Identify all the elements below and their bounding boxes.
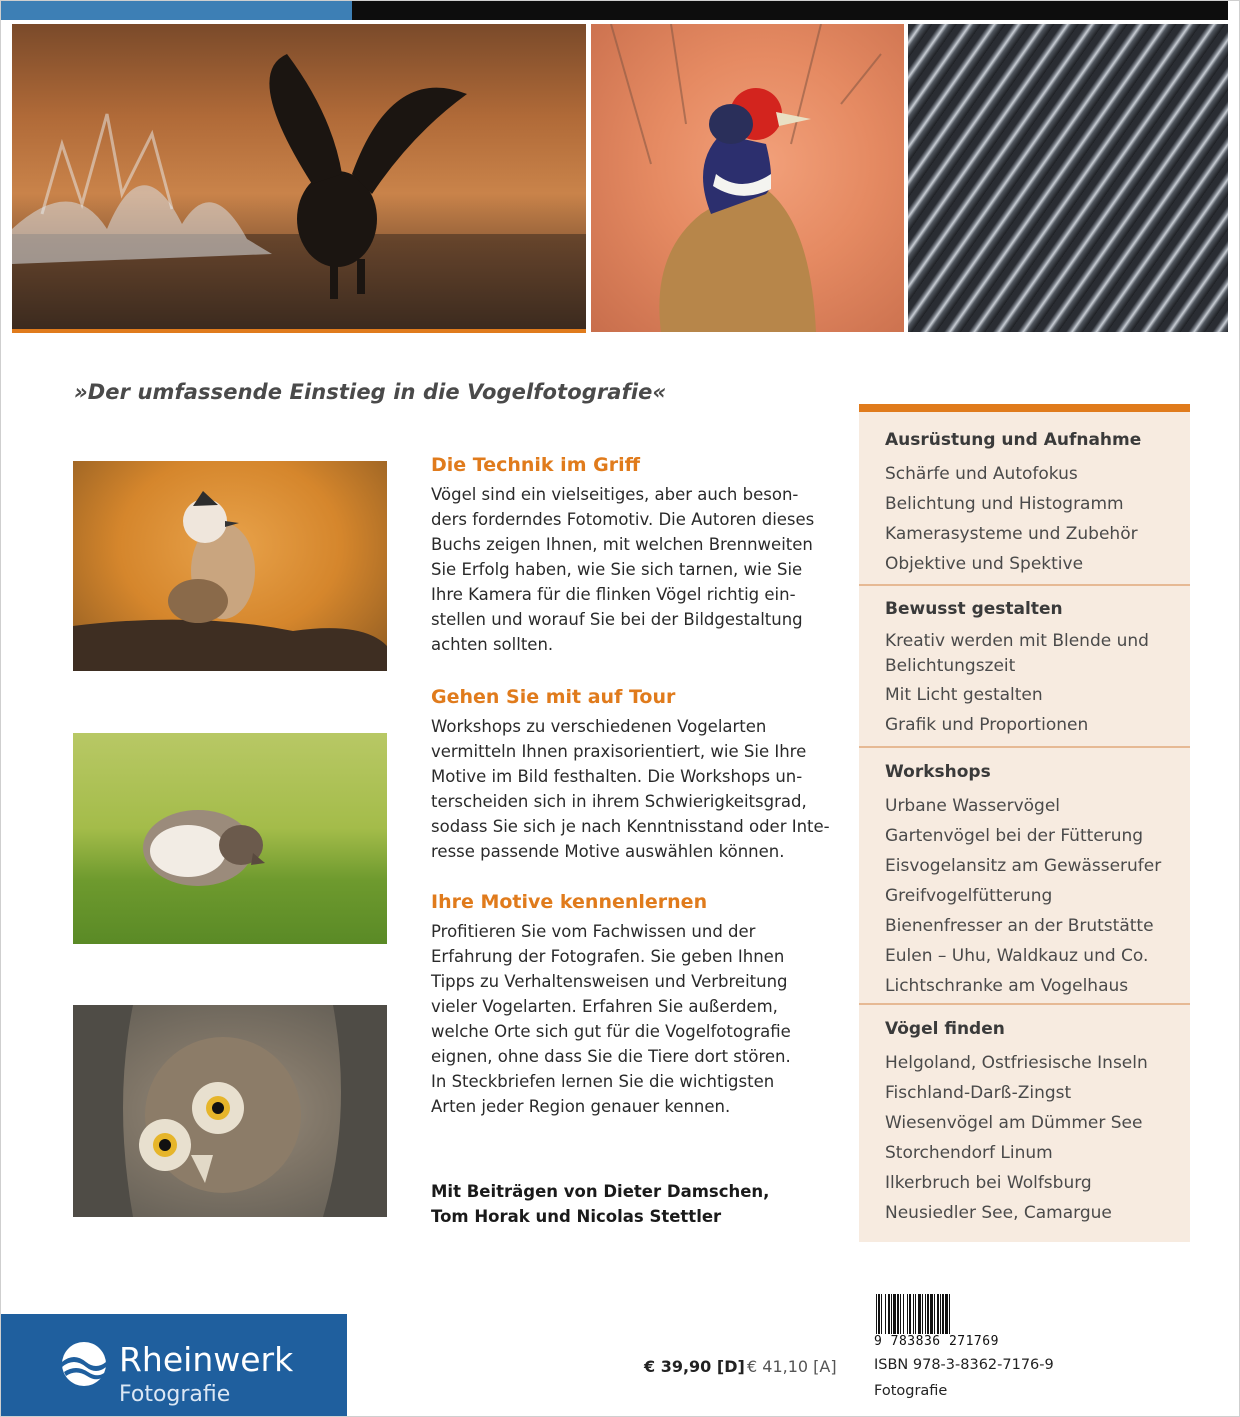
section-heading: Gehen Sie mit auf Tour xyxy=(431,686,676,708)
body-line: resse passende Motive auswählen können. xyxy=(431,842,785,861)
section-body xyxy=(431,482,831,657)
toc-item: Lichtschranke am Vogelhaus xyxy=(885,976,1129,996)
section-body xyxy=(431,714,831,864)
body-line: Buchs zeigen Ihnen, mit welchen Brennweiten xyxy=(431,535,813,554)
toc-section-locations xyxy=(885,1014,1175,1228)
pheasant-photo xyxy=(591,24,904,332)
isbn: ISBN 978-3-8362-7176-9 xyxy=(874,1357,1054,1373)
body-line: Vögel sind ein vielseitiges, aber auch beson- xyxy=(431,485,799,504)
body-line: sodass Sie sich je nach Kenntnisstand oder Inte- xyxy=(431,817,830,836)
barcode-bar xyxy=(918,1294,921,1334)
toc-section-composition xyxy=(885,594,1175,740)
toc-heading: Ausrüstung und Aufnahme xyxy=(885,430,1142,450)
crested-tit-photo xyxy=(73,461,387,671)
toc-item: Kreativ werden mit Blende und Belichtungszeit xyxy=(885,631,1149,676)
body-line: In Steckbriefen lernen Sie die wichtigsten xyxy=(431,1072,775,1091)
body-line: Ihre Kamera für die flinken Vögel richtig ein- xyxy=(431,585,796,604)
toc-heading: Workshops xyxy=(885,762,991,782)
publisher-imprint: Fotografie xyxy=(119,1382,231,1407)
body-line: Tipps zu Verhaltensweisen und Verbreitung xyxy=(431,972,788,991)
section-tour xyxy=(431,686,831,864)
barcode-bar xyxy=(942,1294,944,1334)
body-line: Erfahrung der Fotografen. Sie geben Ihnen xyxy=(431,947,785,966)
body-line: stellen und worauf Sie bei der Bildgestaltung xyxy=(431,610,803,629)
toc-item: Grafik und Proportionen xyxy=(885,715,1089,735)
barcode-bar xyxy=(945,1294,948,1334)
wave-logo-icon xyxy=(60,1340,108,1388)
barcode-bar xyxy=(925,1294,926,1334)
body-line: eignen, ohne dass Sie die Tiere dort stören. xyxy=(431,1047,791,1066)
body-line: Workshops zu verschiedenen Vogelarten xyxy=(431,717,767,736)
toc-item: Bienenfresser an der Brutstätte xyxy=(885,916,1154,936)
toc-divider xyxy=(859,746,1190,748)
barcode-bar xyxy=(900,1294,901,1334)
section-body xyxy=(431,919,831,1119)
body-line: vieler Vogelarten. Erfahren Sie außerdem, xyxy=(431,997,778,1016)
toc-item: Storchendorf Linum xyxy=(885,1143,1053,1163)
barcode-bar xyxy=(891,1294,892,1334)
barcode-bar xyxy=(881,1294,882,1334)
publisher-name: Rheinwerk xyxy=(119,1340,294,1379)
barcode-bar xyxy=(927,1294,929,1334)
credit-line: Mit Beiträgen von Dieter Damschen, xyxy=(431,1182,770,1201)
barcode-bar xyxy=(934,1294,935,1334)
body-line: ders forderndes Fotomotiv. Die Autoren dieses xyxy=(431,510,815,529)
toc-item: Fischland-Darß-Zingst xyxy=(885,1083,1072,1103)
toc-accent-bar xyxy=(859,404,1190,412)
gosling-photo xyxy=(73,733,387,944)
feather-closeup-photo xyxy=(908,24,1228,332)
barcode-bar xyxy=(888,1294,890,1334)
top-strip-blue xyxy=(0,0,352,20)
toc-item: Mit Licht gestalten xyxy=(885,685,1043,705)
toc-item: Urbane Wasservögel xyxy=(885,796,1061,816)
coot-splash-photo xyxy=(12,24,586,332)
toc-item: Eisvogelansitz am Gewässerufer xyxy=(885,856,1162,876)
toc-item: Objektive und Spektive xyxy=(885,554,1084,574)
price-germany: € 39,90 [D] xyxy=(644,1357,745,1376)
barcode-bar xyxy=(930,1294,933,1334)
section-motifs xyxy=(431,891,831,1119)
toc-heading: Bewusst gestalten xyxy=(885,599,1063,619)
toc-item: Helgoland, Ostfriesische Inseln xyxy=(885,1053,1148,1073)
barcode-bar xyxy=(876,1294,877,1334)
barcode-number: 9 783836 271769 xyxy=(874,1334,999,1349)
tagline: »Der umfassende Einstieg in die Vogelfotografie« xyxy=(74,380,667,404)
toc-item: Kamerasysteme und Zubehör xyxy=(885,524,1138,544)
toc-item: Belichtung und Histogramm xyxy=(885,494,1124,514)
body-line: terscheiden sich in ihrem Schwierigkeitsgrad, xyxy=(431,792,807,811)
section-heading: Ihre Motive kennenlernen xyxy=(431,891,708,913)
barcode-bar xyxy=(885,1294,886,1334)
barcode-bar xyxy=(949,1294,950,1334)
category-label: Fotografie xyxy=(874,1383,948,1399)
toc-item: Eulen – Uhu, Waldkauz und Co. xyxy=(885,946,1149,966)
barcode-bar xyxy=(893,1294,896,1334)
section-heading: Die Technik im Griff xyxy=(431,454,640,476)
body-line: Sie Erfolg haben, wie Sie sich tarnen, wie Sie xyxy=(431,560,803,579)
toc-item: Ilkerbruch bei Wolfsburg xyxy=(885,1173,1092,1193)
toc-heading: Vögel finden xyxy=(885,1019,1005,1039)
price-austria: € 41,10 [A] xyxy=(747,1357,837,1376)
toc-item: Gartenvögel bei der Fütterung xyxy=(885,826,1144,846)
toc-item: Neusiedler See, Camargue xyxy=(885,1203,1112,1223)
toc-section-workshops xyxy=(885,757,1175,1001)
body-line: Arten jeder Region genauer kennen. xyxy=(431,1097,731,1116)
toc-divider xyxy=(859,1003,1190,1005)
toc-item: Wiesenvögel am Dümmer See xyxy=(885,1113,1143,1133)
table-of-contents-box xyxy=(859,404,1190,1242)
body-line: welche Orte sich gut für die Vogelfotografie xyxy=(431,1022,791,1041)
body-line: Motive im Bild festhalten. Die Workshops un- xyxy=(431,767,803,786)
barcode-bar xyxy=(913,1294,914,1334)
body-line: vermitteln Ihnen praxisorientiert, wie Sie Ihre xyxy=(431,742,807,761)
credit-line: Tom Horak und Nicolas Stettler xyxy=(431,1207,722,1226)
barcode-bar xyxy=(907,1294,908,1334)
toc-section-equipment xyxy=(885,425,1175,579)
barcode-bar xyxy=(922,1294,923,1334)
barcode-bar xyxy=(937,1294,939,1334)
owl-photo xyxy=(73,1005,387,1217)
barcode-bar xyxy=(897,1294,899,1334)
toc-item: Schärfe und Autofokus xyxy=(885,464,1078,484)
photo-accent-line xyxy=(12,329,586,333)
barcode-bar xyxy=(940,1294,941,1334)
barcode-bar xyxy=(909,1294,911,1334)
top-strip-dark xyxy=(352,0,1228,20)
contributors-credit xyxy=(431,1179,831,1229)
barcode-bar xyxy=(903,1294,904,1334)
toc-divider xyxy=(859,584,1190,586)
barcode-bar xyxy=(878,1294,880,1334)
barcode-bars xyxy=(872,1294,1020,1334)
body-line: Profitieren Sie vom Fachwissen und der xyxy=(431,922,756,941)
publisher-logo xyxy=(0,1314,347,1417)
section-technique xyxy=(431,454,831,657)
toc-item: Greifvogelfütterung xyxy=(885,886,1053,906)
barcode-bar xyxy=(915,1294,916,1334)
body-line: achten sollten. xyxy=(431,635,554,654)
